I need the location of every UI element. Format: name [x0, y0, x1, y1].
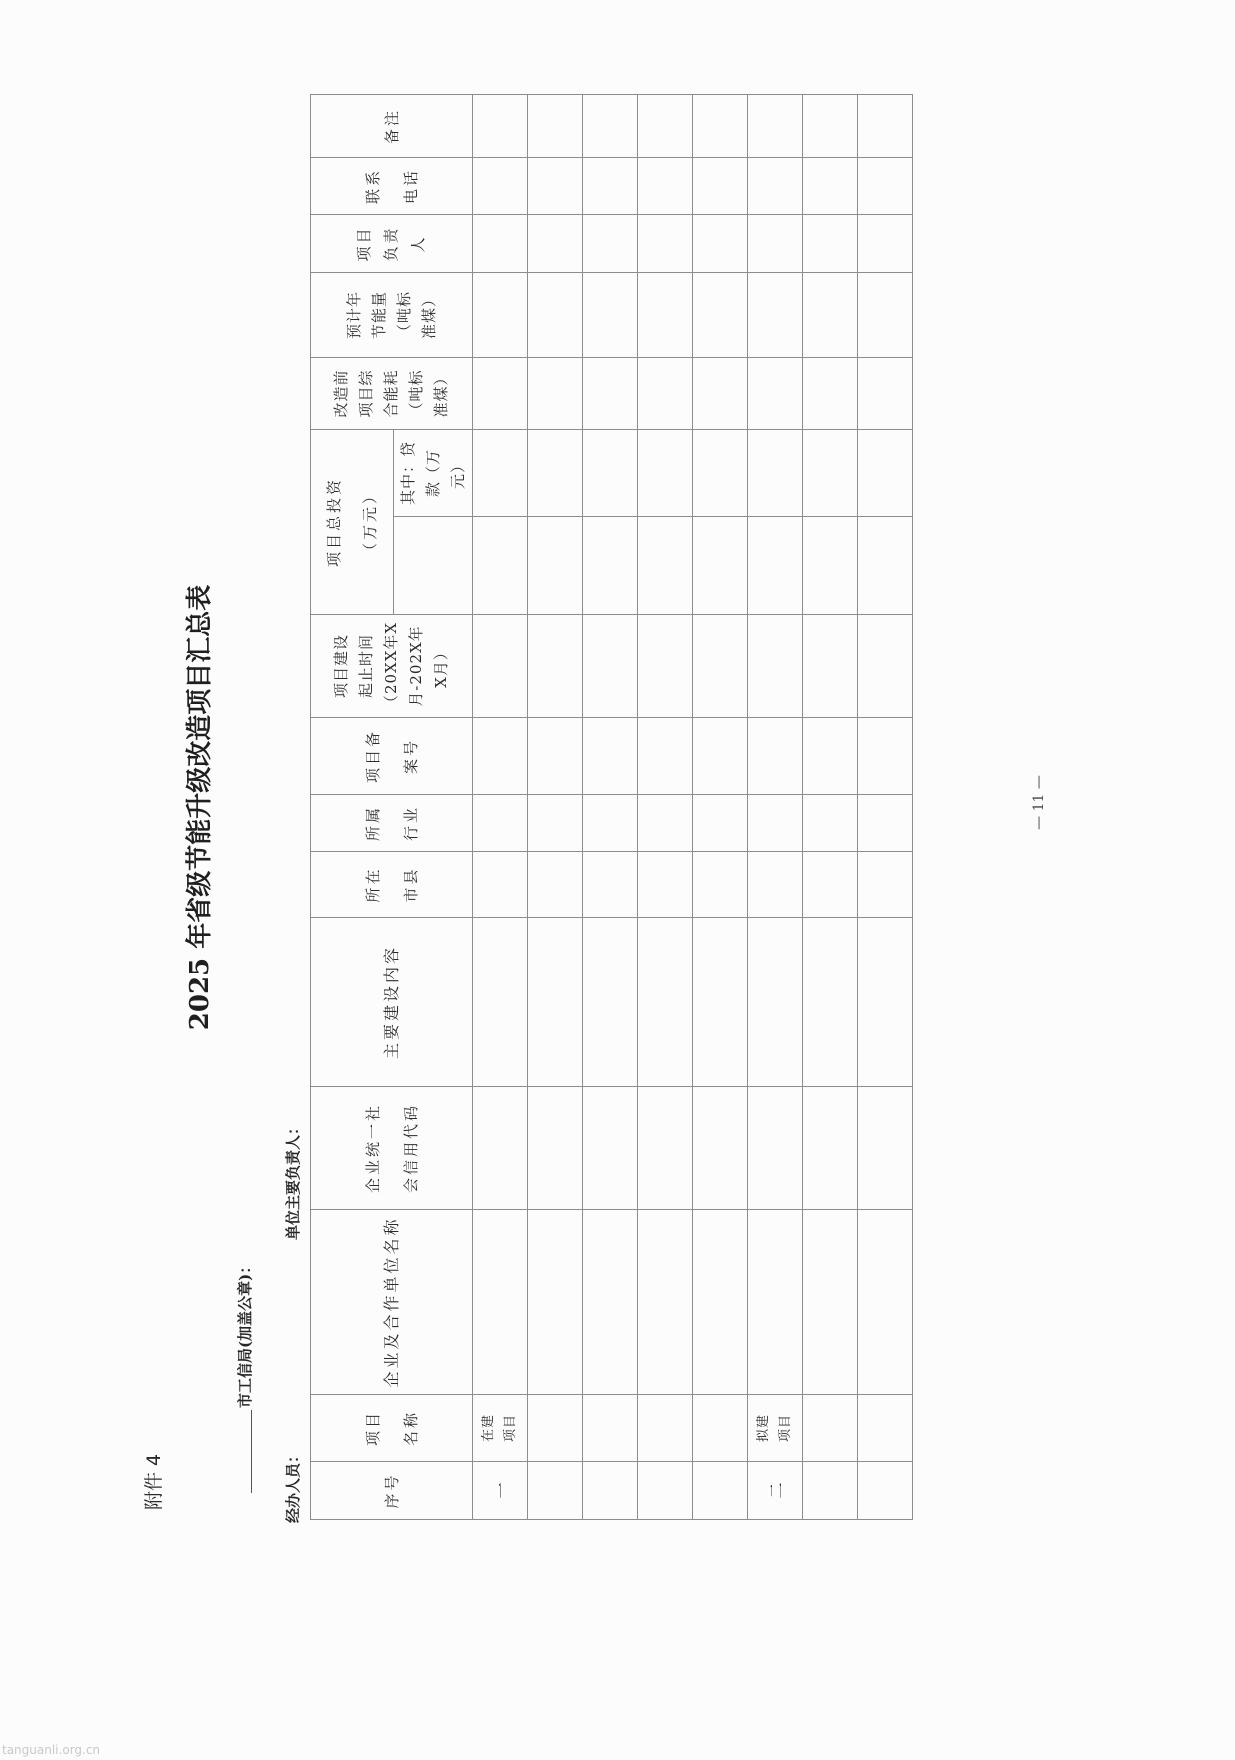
cell-industry — [803, 795, 858, 852]
cell-project-leader — [638, 214, 693, 272]
page-number: — 11 — — [1031, 775, 1047, 830]
table-row — [693, 94, 748, 1519]
handler-label: 经办人员： — [284, 1447, 302, 1523]
header-city-county: 所在 市县 — [311, 852, 473, 918]
cell-main-content — [583, 918, 638, 1087]
cell-project-name — [803, 1395, 858, 1462]
cell-credit-code — [803, 1087, 858, 1210]
table-row — [473, 94, 528, 1519]
cell-remarks — [748, 94, 803, 157]
header-construction-period: 项目建设 起止时间 （20XX年X 月-202X年 X月） — [311, 615, 473, 718]
cell-seq — [583, 1462, 638, 1520]
project-summary-table — [310, 94, 913, 1520]
cell-project-name — [858, 1395, 913, 1462]
cell-project-leader — [693, 214, 748, 272]
cell-industry — [858, 795, 913, 852]
cell-city-county — [693, 852, 748, 918]
cell-construction-period — [638, 615, 693, 718]
cell-energy-before — [528, 357, 583, 429]
site-watermark: tanguanli.org.cn — [2, 1743, 101, 1757]
cell-remarks — [473, 94, 528, 157]
table-row — [583, 94, 638, 1519]
cell-annual-saving — [803, 272, 858, 357]
cell-loan — [473, 429, 528, 516]
cell-enterprise-name — [693, 1210, 748, 1395]
document-title: 2025 年省级节能升级改造项目汇总表 — [185, 584, 215, 1031]
cell-annual-saving — [528, 272, 583, 357]
cell-credit-code — [858, 1087, 913, 1210]
cell-project-leader — [473, 214, 528, 272]
cell-remarks — [858, 94, 913, 157]
cell-total-investment — [858, 517, 913, 615]
cell-filing-number — [803, 718, 858, 795]
cell-remarks — [803, 94, 858, 157]
cell-loan — [748, 429, 803, 516]
header-contact-phone: 联系 电话 — [311, 157, 473, 214]
cell-city-county — [638, 852, 693, 918]
cell-enterprise-name — [583, 1210, 638, 1395]
cell-seq — [638, 1462, 693, 1520]
cell-filing-number — [528, 718, 583, 795]
cell-project-name — [528, 1395, 583, 1462]
table-header — [311, 94, 473, 1519]
cell-enterprise-name — [638, 1210, 693, 1395]
cell-industry — [693, 795, 748, 852]
cell-total-investment — [583, 517, 638, 615]
cell-energy-before — [858, 357, 913, 429]
cell-contact-phone — [858, 157, 913, 214]
cell-total-investment — [803, 517, 858, 615]
cell-project-name — [693, 1395, 748, 1462]
cell-loan — [858, 429, 913, 516]
cell-seq — [858, 1462, 913, 1520]
cell-contact-phone — [583, 157, 638, 214]
header-investment-total-subcell — [394, 517, 473, 615]
header-annual-saving: 预计年 节能量 （吨标 准煤） — [311, 272, 473, 357]
cell-credit-code — [528, 1087, 583, 1210]
cell-energy-before — [803, 357, 858, 429]
cell-enterprise-name — [803, 1210, 858, 1395]
cell-main-content — [693, 918, 748, 1087]
cell-seq — [528, 1462, 583, 1520]
cell-total-investment — [528, 517, 583, 615]
header-row — [311, 94, 394, 1519]
cell-construction-period — [473, 615, 528, 718]
header-credit-code: 企业统一社 会信用代码 — [311, 1087, 473, 1210]
header-industry: 所属 行业 — [311, 795, 473, 852]
table-body — [473, 94, 913, 1519]
cell-construction-period — [803, 615, 858, 718]
cell-industry — [528, 795, 583, 852]
cell-annual-saving — [858, 272, 913, 357]
cell-city-county — [803, 852, 858, 918]
cell-contact-phone — [748, 157, 803, 214]
header-project-leader: 项目 负责 人 — [311, 214, 473, 272]
cell-project-name — [583, 1395, 638, 1462]
header-energy-before: 改造前 项目综 合能耗 （吨标 准煤） — [311, 357, 473, 429]
header-seq: 序号 — [311, 1462, 473, 1520]
table-row — [528, 94, 583, 1519]
cell-main-content — [803, 918, 858, 1087]
cell-credit-code — [693, 1087, 748, 1210]
cell-total-investment — [473, 517, 528, 615]
cell-credit-code — [748, 1087, 803, 1210]
cell-seq: 一 — [473, 1462, 528, 1520]
cell-construction-period — [528, 615, 583, 718]
cell-remarks — [638, 94, 693, 157]
cell-total-investment — [638, 517, 693, 615]
table-row — [858, 94, 913, 1519]
cell-energy-before — [748, 357, 803, 429]
header-loan: 其中：贷 款（万 元） — [394, 429, 473, 516]
bureau-seal-label: 市工信局(加盖公章)： — [236, 1258, 254, 1408]
cell-loan — [693, 429, 748, 516]
unit-head-label: 单位主要负责人： — [284, 1119, 302, 1240]
cell-industry — [748, 795, 803, 852]
header-project-name: 项目 名称 — [311, 1395, 473, 1462]
cell-loan — [638, 429, 693, 516]
cell-loan — [583, 429, 638, 516]
cell-project-leader — [803, 214, 858, 272]
cell-project-name: 拟建 项目 — [748, 1395, 803, 1462]
cell-project-leader — [528, 214, 583, 272]
cell-energy-before — [583, 357, 638, 429]
cell-main-content — [858, 918, 913, 1087]
cell-project-leader — [858, 214, 913, 272]
header-total-investment: 项目总投资 （万元） — [311, 429, 394, 614]
cell-energy-before — [473, 357, 528, 429]
cell-total-investment — [693, 517, 748, 615]
cell-construction-period — [583, 615, 638, 718]
cell-seq: 二 — [748, 1462, 803, 1520]
cell-city-county — [748, 852, 803, 918]
header-filing-number: 项目备 案号 — [311, 718, 473, 795]
cell-remarks — [693, 94, 748, 157]
cell-credit-code — [638, 1087, 693, 1210]
cell-enterprise-name — [528, 1210, 583, 1395]
cell-annual-saving — [583, 272, 638, 357]
cell-credit-code — [473, 1087, 528, 1210]
header-enterprise-name: 企业及合作单位名称 — [311, 1210, 473, 1395]
cell-annual-saving — [748, 272, 803, 357]
cell-seq — [803, 1462, 858, 1520]
cell-filing-number — [858, 718, 913, 795]
cell-main-content — [748, 918, 803, 1087]
cell-construction-period — [858, 615, 913, 718]
cell-industry — [638, 795, 693, 852]
cell-city-county — [528, 852, 583, 918]
cell-industry — [473, 795, 528, 852]
cell-project-leader — [748, 214, 803, 272]
cell-loan — [803, 429, 858, 516]
cell-enterprise-name — [748, 1210, 803, 1395]
cell-project-name: 在建 项目 — [473, 1395, 528, 1462]
cell-construction-period — [693, 615, 748, 718]
header-main-content: 主要建设内容 — [311, 918, 473, 1087]
cell-project-name — [638, 1395, 693, 1462]
cell-energy-before — [693, 357, 748, 429]
cell-city-county — [473, 852, 528, 918]
cell-credit-code — [583, 1087, 638, 1210]
cell-main-content — [473, 918, 528, 1087]
cell-city-county — [858, 852, 913, 918]
cell-city-county — [583, 852, 638, 918]
cell-enterprise-name — [473, 1210, 528, 1395]
cell-seq — [693, 1462, 748, 1520]
cell-energy-before — [638, 357, 693, 429]
cell-filing-number — [693, 718, 748, 795]
table-row — [638, 94, 693, 1519]
cell-filing-number — [583, 718, 638, 795]
cell-remarks — [583, 94, 638, 157]
cell-project-leader — [583, 214, 638, 272]
cell-contact-phone — [803, 157, 858, 214]
cell-filing-number — [638, 718, 693, 795]
header-remarks: 备注 — [311, 94, 473, 157]
cell-main-content — [638, 918, 693, 1087]
table-row — [803, 94, 858, 1519]
cell-contact-phone — [473, 157, 528, 214]
table-row — [748, 94, 803, 1519]
cell-remarks — [528, 94, 583, 157]
cell-filing-number — [748, 718, 803, 795]
cell-contact-phone — [693, 157, 748, 214]
cell-annual-saving — [473, 272, 528, 357]
cell-main-content — [528, 918, 583, 1087]
cell-loan — [528, 429, 583, 516]
attachment-label: 附件 4 — [143, 1453, 165, 1510]
cell-total-investment — [748, 517, 803, 615]
cell-industry — [583, 795, 638, 852]
cell-enterprise-name — [858, 1210, 913, 1395]
cell-contact-phone — [638, 157, 693, 214]
cell-filing-number — [473, 718, 528, 795]
cell-annual-saving — [638, 272, 693, 357]
bureau-name-blank-line — [232, 1410, 252, 1493]
cell-annual-saving — [693, 272, 748, 357]
cell-construction-period — [748, 615, 803, 718]
cell-contact-phone — [528, 157, 583, 214]
